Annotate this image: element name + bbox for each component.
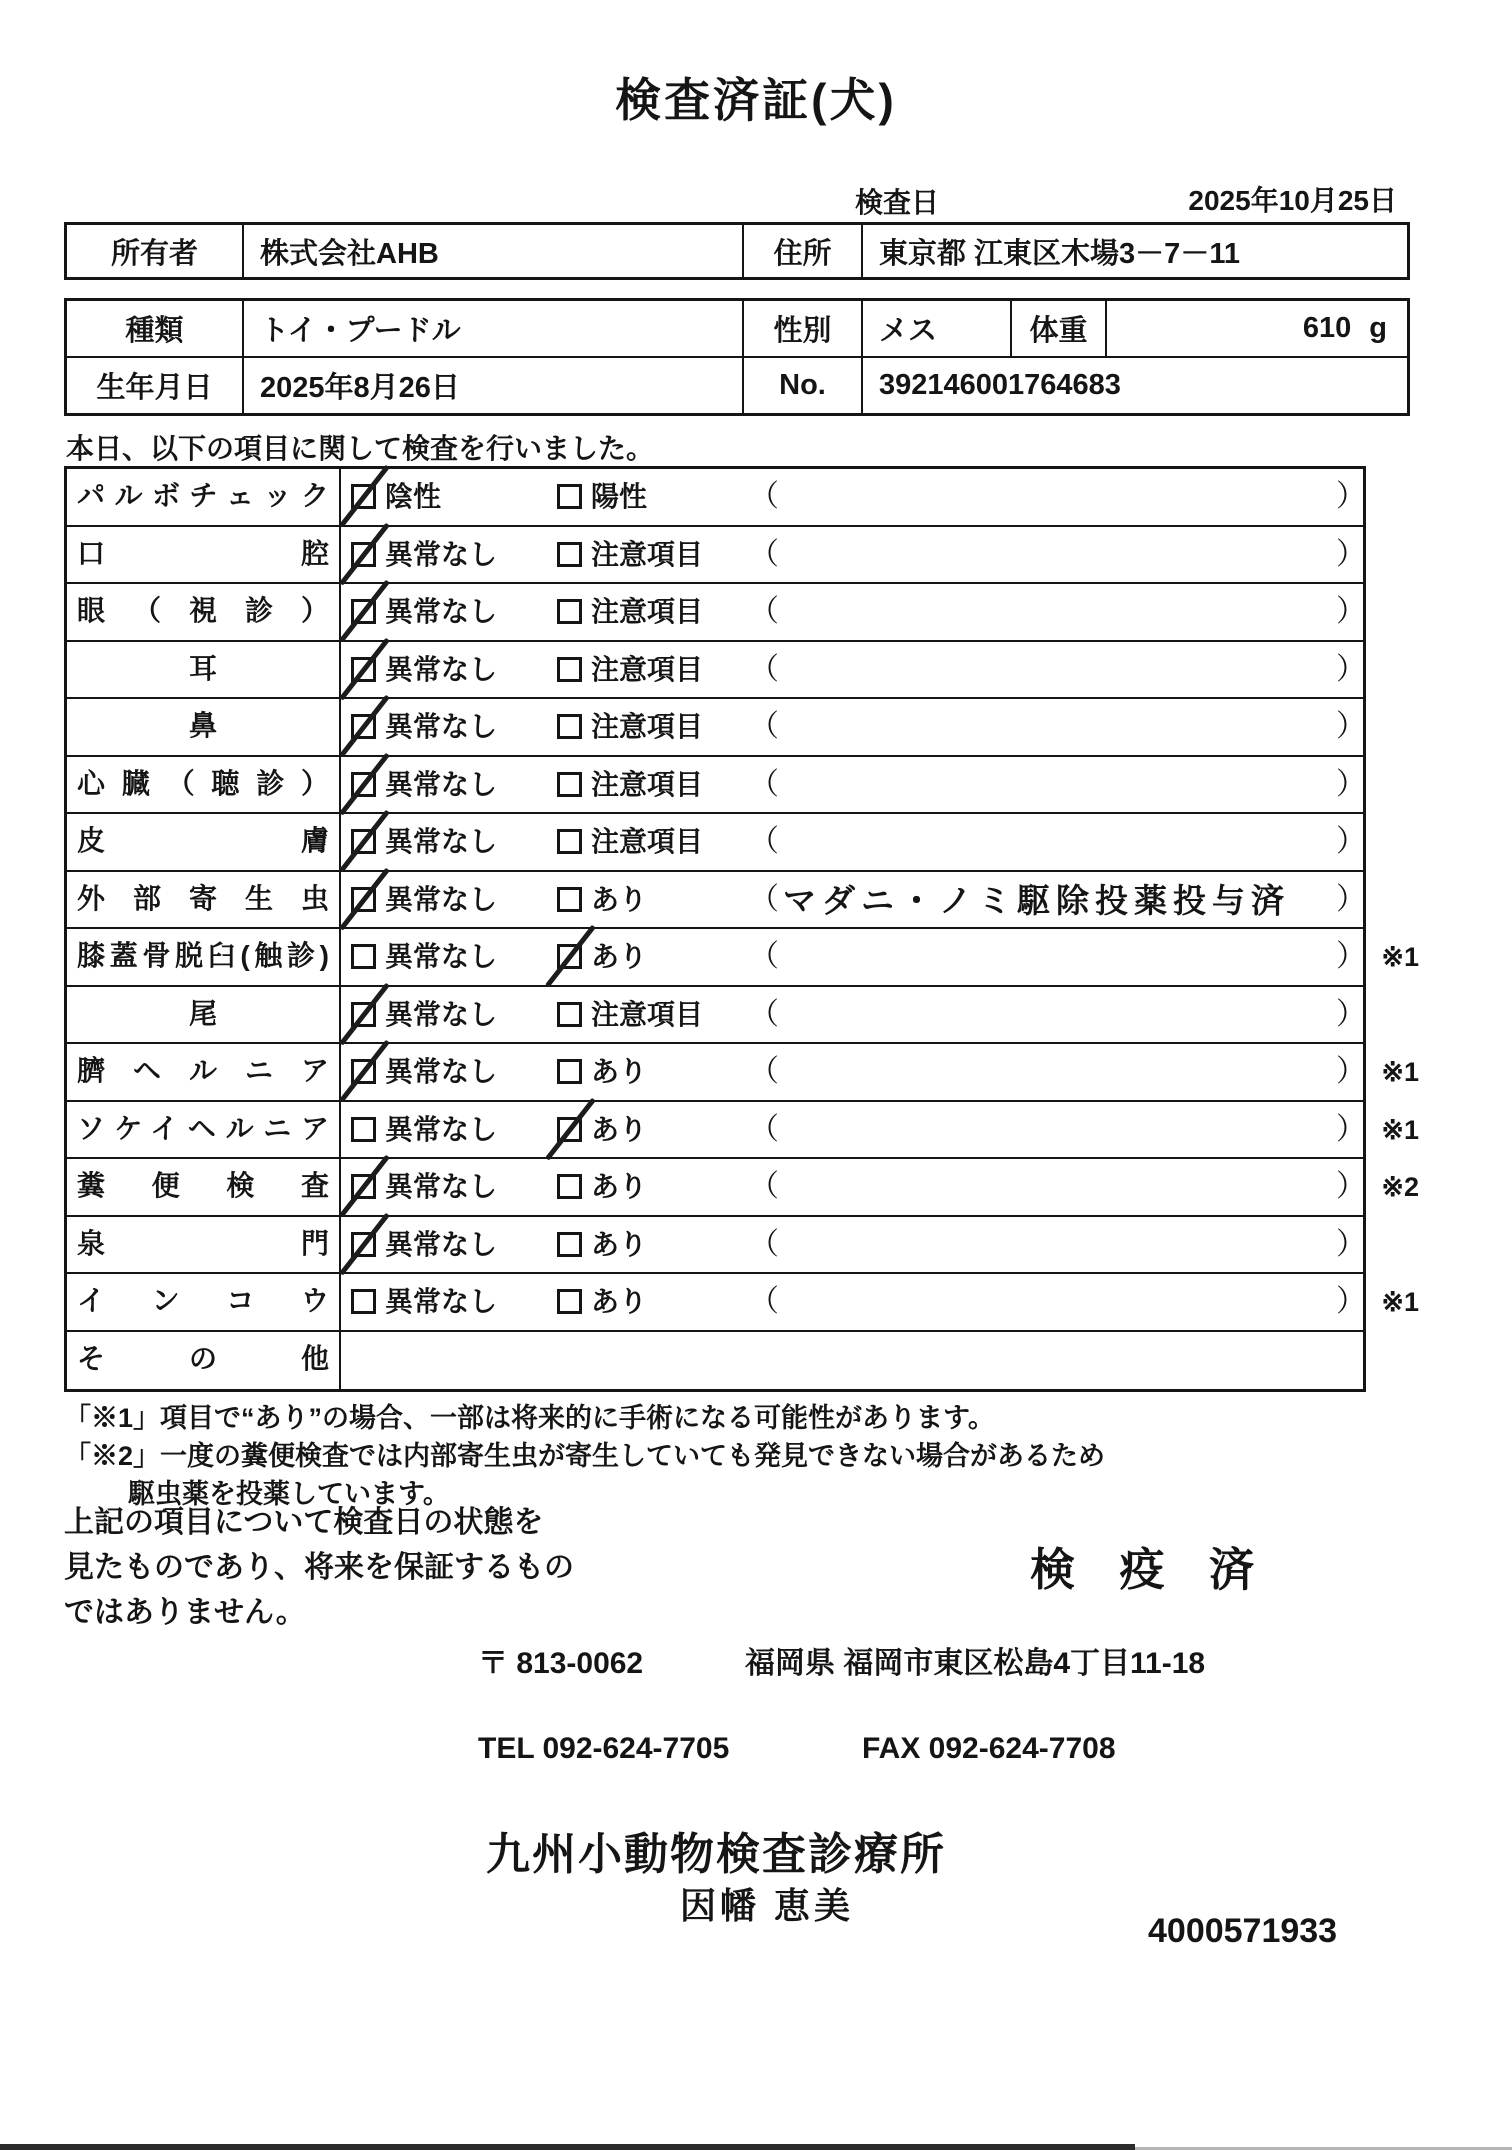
inspection-row [67, 1102, 1419, 1160]
item-result [341, 584, 1366, 640]
item-label: 臍ヘルニア [67, 1044, 341, 1100]
open-paren: （ [749, 1227, 779, 1261]
item-result [341, 1274, 1419, 1330]
item-result [341, 814, 1366, 870]
address-value: 東京都 江東区木場3－7－11 [879, 237, 1240, 270]
close-paren: ） [1336, 1227, 1366, 1261]
option1-label: 異常なし [385, 826, 498, 857]
clinic-fax: FAX 092-624-7708 [862, 1732, 1116, 1765]
option2-label: 注意項目 [591, 596, 704, 627]
footnote-mark: ※2 [1381, 1172, 1419, 1202]
open-paren: （ [749, 595, 779, 628]
inspection-row [67, 699, 1366, 757]
checkbox-option2 [557, 1002, 582, 1027]
disclaimer-line: 見たものであり、将来を保証するもの [64, 1551, 574, 1584]
open-paren: （ [749, 825, 779, 858]
option1-label: 異常なし [385, 1228, 498, 1260]
open-paren: （ [749, 1055, 779, 1088]
item-result [341, 929, 1419, 985]
checkbox-option2 [557, 484, 582, 509]
check-mark [339, 580, 389, 643]
open-paren: （ [749, 1112, 779, 1146]
inspection-row [67, 929, 1419, 987]
check-mark [339, 695, 389, 758]
weight-value: 610 [1302, 312, 1352, 344]
check-mark [339, 637, 389, 700]
item-label: 外部寄生虫 [67, 872, 341, 928]
check-mark [339, 982, 389, 1045]
inspection-row [67, 1332, 1363, 1390]
weight-label: 体重 [1012, 301, 1107, 356]
checkbox-option2 [557, 599, 582, 624]
disclaimer-paragraph [64, 1500, 574, 1635]
check-mark [545, 1097, 595, 1160]
inspection-row [67, 1159, 1419, 1217]
checkbox-option2 [557, 714, 582, 739]
inspection-row [67, 642, 1366, 700]
item-label: 耳 [67, 642, 341, 698]
clinic-tel: TEL 092-624-7705 [478, 1732, 730, 1765]
veterinarian-name: 因幡 恵美 [680, 1885, 855, 1926]
owner-table [64, 222, 1410, 280]
checkbox-option2 [557, 772, 582, 797]
item-label: 心臓（聴診） [67, 757, 341, 813]
inspection-row [67, 1044, 1419, 1102]
close-paren: ） [1336, 997, 1366, 1031]
footnote-2: 「※2」一度の糞便検査では内部寄生虫が寄生していても発見できない場合があるため [64, 1441, 1106, 1471]
option1-label: 異常なし [385, 883, 498, 915]
item-result [341, 642, 1366, 698]
inspection-row [67, 1217, 1366, 1275]
open-paren: （ [749, 1285, 779, 1318]
option1-label: 異常なし [385, 1286, 498, 1317]
breed-label: 種類 [67, 301, 244, 356]
open-paren: （ [749, 480, 779, 513]
checkbox-option2 [557, 542, 582, 567]
option2-label: 注意項目 [591, 653, 704, 685]
item-label: 膝蓋骨脱臼(触診) [67, 929, 341, 985]
footnote-1: 「※1」項目で“あり”の場合、一部は将来的に手術になる可能性があります。 [64, 1403, 995, 1433]
close-paren: ） [1336, 882, 1366, 916]
option2-label: 注意項目 [591, 538, 704, 570]
checkbox-option1 [351, 944, 376, 969]
option2-label: あり [591, 883, 648, 915]
option2-label: 注意項目 [591, 768, 704, 800]
intro-sentence: 本日、以下の項目に関して検査を行いました。 [66, 433, 655, 464]
open-paren: （ [749, 537, 779, 571]
close-paren: ） [1336, 710, 1366, 743]
close-paren: ） [1336, 480, 1366, 513]
option1-label: 異常なし [385, 1056, 498, 1087]
close-paren: ） [1336, 1170, 1366, 1203]
item-label: インコウ [67, 1274, 341, 1330]
checkbox-option2 [557, 829, 582, 854]
checkbox-option2 [557, 1289, 582, 1314]
close-paren: ） [1336, 1112, 1366, 1146]
option2-label: あり [591, 1113, 648, 1145]
option1-label: 異常なし [385, 653, 498, 685]
item-result [341, 757, 1366, 813]
item-result [341, 1332, 1363, 1390]
inspection-row [67, 469, 1366, 527]
disclaimer-line: 上記の項目について検査日の状態を [64, 1506, 544, 1539]
open-paren: （ [749, 940, 779, 973]
option1-label: 陰性 [385, 481, 442, 512]
inspection-row [67, 814, 1366, 872]
close-paren: ） [1336, 1055, 1366, 1088]
weight-value-cell [1107, 301, 1407, 356]
item-label: 糞便検査 [67, 1159, 341, 1215]
option2-label: あり [591, 1171, 648, 1202]
breed-value: トイ・プードル [244, 301, 744, 356]
item-result [341, 987, 1366, 1043]
item-result [341, 1159, 1419, 1215]
open-paren: （ [749, 1170, 779, 1203]
checkbox-option2 [557, 887, 582, 912]
item-result [341, 527, 1366, 583]
inspection-table [64, 466, 1419, 1392]
close-paren: ） [1336, 652, 1366, 686]
disclaimer-line: ではありません。 [64, 1596, 306, 1629]
option1-label: 異常なし [385, 1171, 498, 1202]
footnote-mark: ※1 [1381, 1287, 1419, 1317]
checkbox-option2 [557, 1059, 582, 1084]
inspection-row [67, 987, 1366, 1045]
inspection-date-value: 2025年10月25日 [1188, 185, 1397, 216]
birth-value: 2025年8月26日 [244, 358, 744, 413]
option1-label: 異常なし [385, 998, 498, 1030]
close-paren: ） [1336, 1285, 1366, 1318]
item-result [341, 872, 1366, 928]
item-label: 泉門 [67, 1217, 341, 1273]
item-label: ソケイヘルニア [67, 1102, 341, 1158]
option2-label: あり [591, 1286, 648, 1317]
checkbox-option2 [557, 657, 582, 682]
check-mark [339, 1040, 389, 1103]
close-paren: ） [1336, 940, 1366, 973]
checkbox-option2 [557, 1232, 582, 1257]
close-paren: ） [1336, 537, 1366, 571]
open-paren: （ [749, 882, 779, 916]
inspection-row [67, 1274, 1419, 1332]
footnote-mark: ※1 [1381, 1057, 1419, 1087]
option1-label: 異常なし [385, 538, 498, 570]
no-value: 392146001764683 [879, 369, 1121, 401]
check-mark [339, 1212, 389, 1275]
clinic-name: 九州小動物検査診療所 [486, 1830, 946, 1879]
sex-value: メス [863, 301, 1012, 356]
option2-label: あり [591, 1056, 648, 1087]
footnote-mark: ※1 [1381, 1114, 1419, 1145]
close-paren: ） [1336, 767, 1366, 801]
item-result [341, 699, 1366, 755]
close-paren: ） [1336, 825, 1366, 858]
item-result [341, 1217, 1366, 1273]
owner-value: 株式会社AHB [244, 225, 744, 277]
open-paren: （ [749, 997, 779, 1031]
check-mark [339, 752, 389, 815]
clinic-postal-code: 〒 813-0062 [478, 1647, 644, 1680]
option1-label: 異常なし [385, 1113, 498, 1145]
inspection-row [67, 757, 1366, 815]
inspection-row [67, 527, 1366, 585]
quarantine-stamp: 検 疫 済 [1030, 1544, 1271, 1595]
option2-label: 陽性 [591, 481, 648, 512]
item-label: 鼻 [67, 699, 341, 755]
scan-edge-artifact [0, 2144, 1135, 2150]
serial-number: 4000571933 [1148, 1912, 1338, 1950]
owner-label: 所有者 [67, 225, 244, 277]
option1-label: 異常なし [385, 596, 498, 627]
item-result [341, 1044, 1419, 1100]
item-label: 口腔 [67, 527, 341, 583]
option2-label: 注意項目 [591, 998, 704, 1030]
check-mark [339, 522, 389, 585]
page-title: 検査済証(犬) [615, 74, 897, 126]
item-label: 皮膚 [67, 814, 341, 870]
item-label: 尾 [67, 987, 341, 1043]
checkbox-option1 [351, 1117, 376, 1142]
open-paren: （ [749, 652, 779, 686]
open-paren: （ [749, 710, 779, 743]
inspection-row [67, 584, 1366, 642]
check-mark [339, 867, 389, 930]
check-mark [339, 1155, 389, 1218]
option2-label: あり [591, 941, 648, 972]
paren-note: マダニ・ノミ駆除投薬投与済 [783, 881, 1290, 919]
check-mark [339, 810, 389, 873]
option1-label: 異常なし [385, 768, 498, 800]
inspection-date-label: 検査日 [855, 187, 940, 218]
open-paren: （ [749, 767, 779, 801]
item-label: パルボチェック [67, 469, 341, 525]
option1-label: 異常なし [385, 941, 498, 972]
close-paren: ） [1336, 595, 1366, 628]
item-label: その他 [67, 1332, 341, 1390]
inspection-row [67, 872, 1366, 930]
option1-label: 異常なし [385, 711, 498, 742]
checkbox-option1 [351, 1289, 376, 1314]
item-label: 眼（視診） [67, 584, 341, 640]
dog-table [64, 298, 1410, 416]
option2-label: 注意項目 [591, 711, 704, 742]
footnote-2-cont: 駆虫薬を投薬しています。 [128, 1479, 450, 1509]
check-mark [545, 925, 595, 988]
birth-label: 生年月日 [67, 358, 244, 413]
weight-unit: g [1369, 312, 1387, 344]
option2-label: あり [591, 1228, 648, 1260]
footnote-mark: ※1 [1381, 942, 1419, 972]
option2-label: 注意項目 [591, 826, 704, 857]
checkbox-option2 [557, 1174, 582, 1199]
check-mark [339, 465, 389, 528]
item-result [341, 469, 1366, 525]
item-result [341, 1102, 1419, 1158]
no-label: No. [744, 358, 863, 413]
sex-label: 性別 [744, 301, 863, 356]
address-label: 住所 [744, 225, 863, 277]
clinic-address: 福岡県 福岡市東区松島4丁目11-18 [745, 1647, 1206, 1680]
